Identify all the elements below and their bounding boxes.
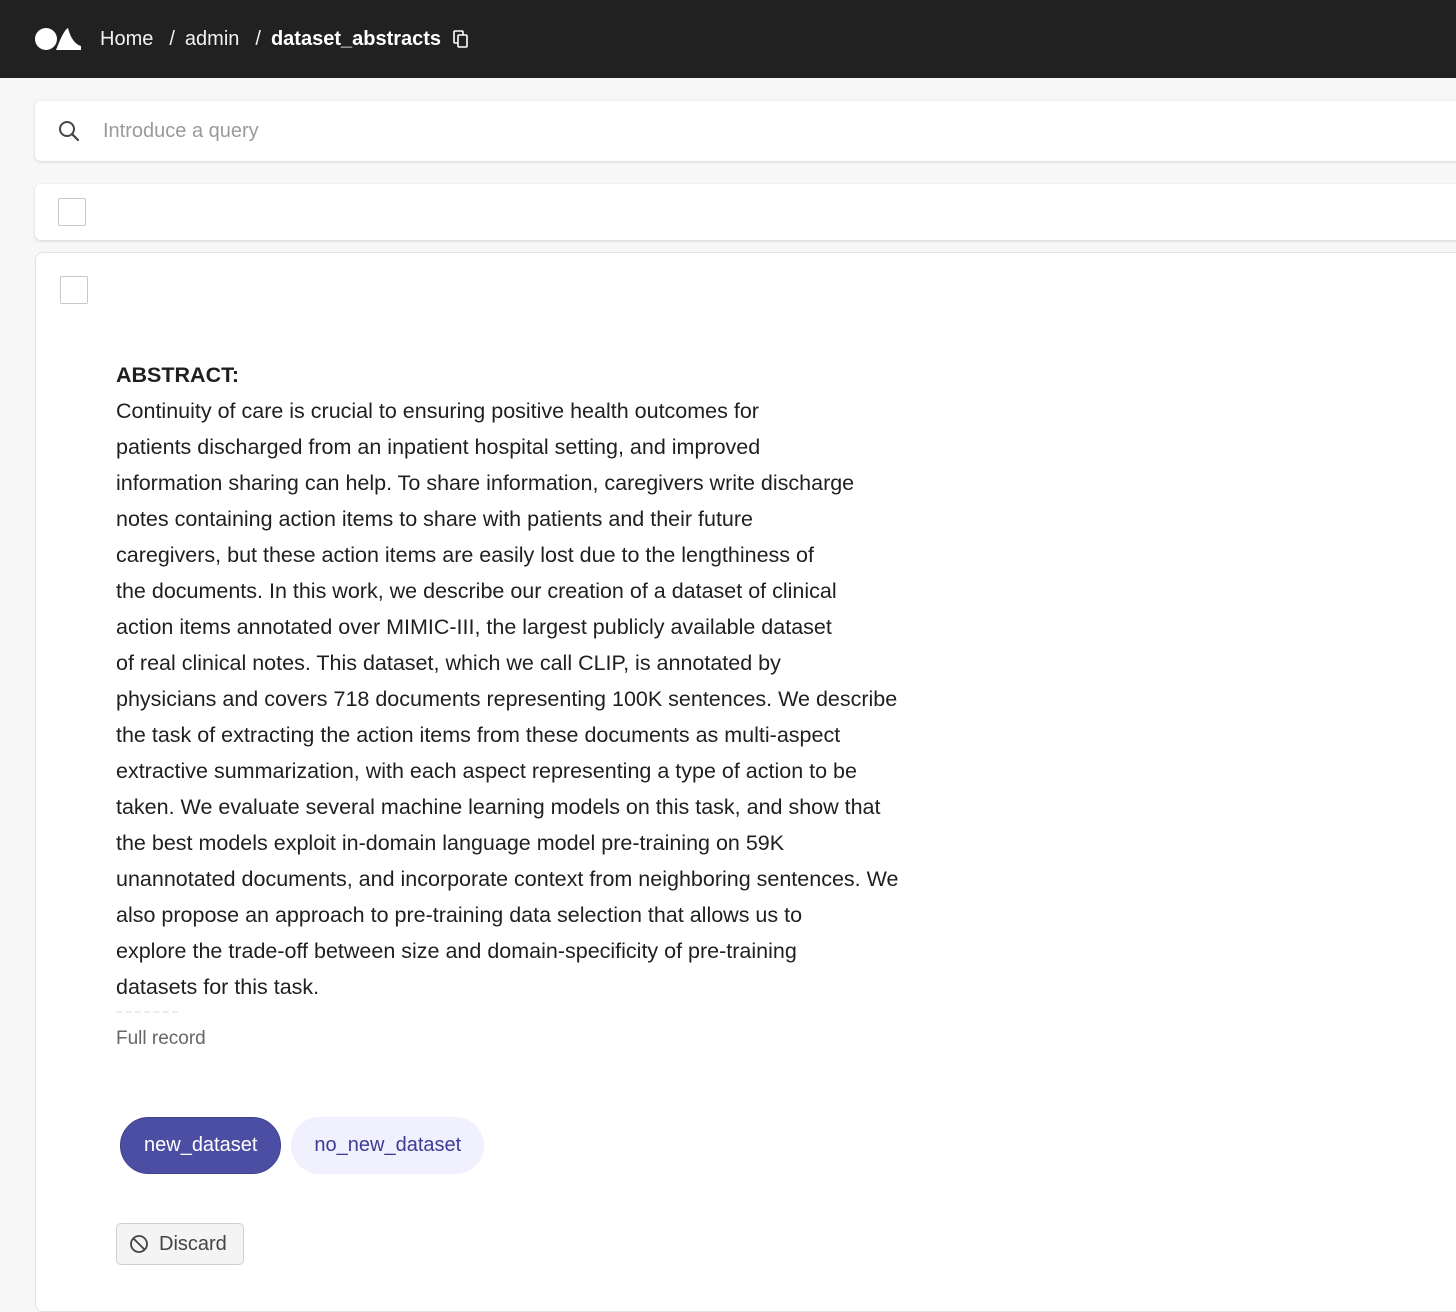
breadcrumb-home[interactable]: Home	[100, 27, 154, 50]
select-all-bar	[35, 184, 1456, 240]
text-fade	[116, 1011, 178, 1014]
copy-icon[interactable]	[453, 30, 469, 48]
argilla-logo[interactable]	[34, 26, 82, 52]
top-bar	[0, 0, 1456, 78]
breadcrumb-admin[interactable]: admin	[184, 27, 240, 50]
discard-button[interactable]	[116, 1223, 244, 1265]
discard-label: Discard	[159, 1232, 227, 1255]
search-input[interactable]	[103, 120, 903, 143]
breadcrumb	[100, 28, 469, 51]
breadcrumb-separator: /	[169, 27, 175, 50]
select-all-checkbox[interactable]	[58, 198, 86, 226]
record-field	[116, 357, 1016, 1005]
record-card	[35, 252, 1456, 1312]
label-group	[120, 1117, 484, 1174]
breadcrumb-separator: /	[255, 27, 261, 50]
label-no-new-dataset[interactable]: no_new_dataset	[291, 1117, 484, 1174]
field-text: Continuity of care is crucial to ensuring positive health outcomes for patients discharged from an inpatient hospital setting, and improved information sharing can help. To share information, caregivers write discharge notes containing action items to share with patients and their future caregivers, but these action items are easily lost due to the lengthiness of the documents. In this work, we describe our creation of a dataset of clinical action items annotated over MIMIC-III, the largest publicly available dataset of real clinical notes. This dataset, which we call CLIP, is annotated by physicians and covers 718 documents representing 100K sentences. We describe the task of extracting the action items from these documents as multi-aspect extractive summarization, with each aspect representing a type of action to be taken. We evaluate several machine learning models on this task, and show that the best models exploit in-domain language model pre-training on 59K unannotated documents, and incorporate context from neighboring sentences. We also propose an approach to pre-training data selection that allows us to explore the trade-off between size and domain-specificity of pre-training datasets for this task.	[116, 399, 899, 999]
field-label: ABSTRACT:	[116, 363, 240, 387]
full-record-link[interactable]: Full record	[116, 1028, 206, 1049]
ban-icon	[129, 1234, 149, 1254]
search-bar	[35, 101, 1456, 161]
breadcrumb-dataset: dataset_abstracts	[270, 27, 442, 50]
record-checkbox[interactable]	[60, 276, 88, 304]
search-icon	[57, 119, 81, 143]
label-new-dataset[interactable]: new_dataset	[120, 1117, 281, 1174]
